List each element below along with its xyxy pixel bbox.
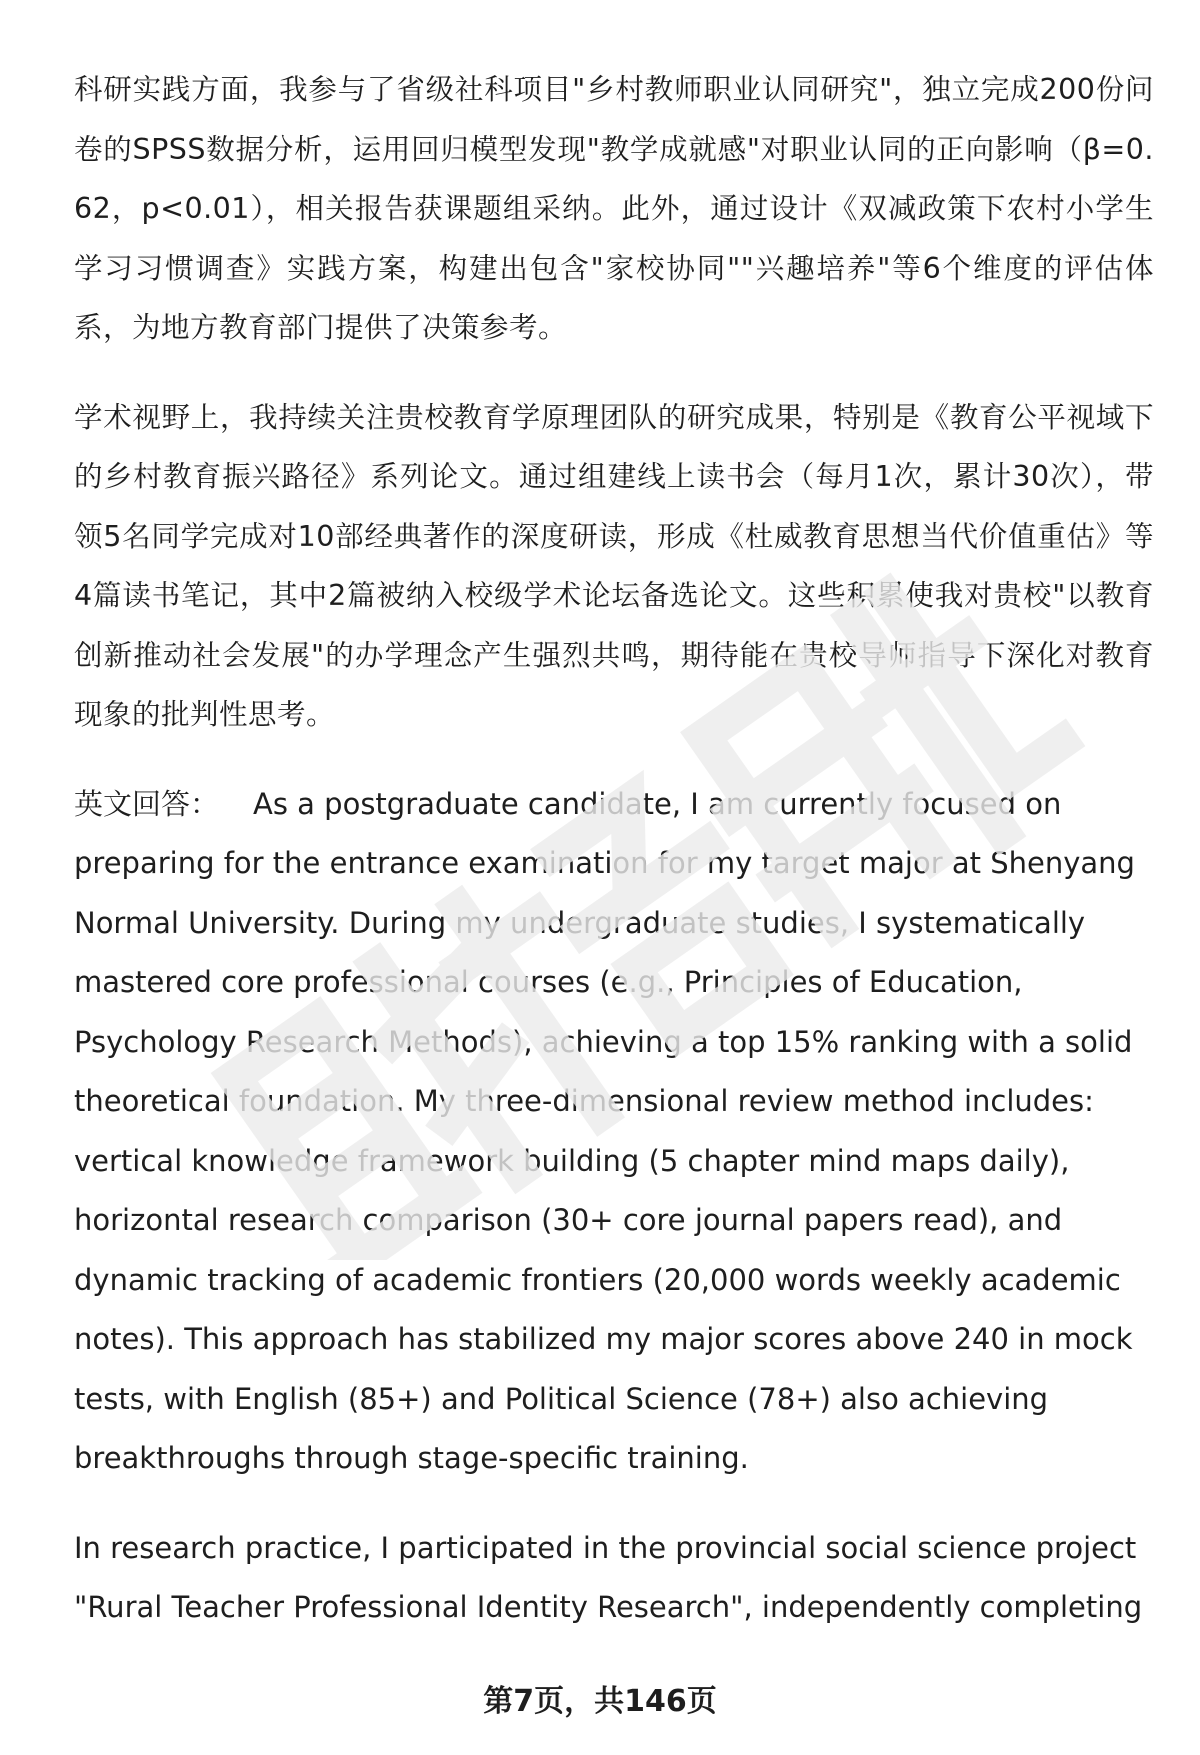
english-answer-text: As a postgraduate candidate, I am currently focused on preparing for the entrance examination for my target major at Shenyang Normal University. During my undergraduate studies, I systematically mastered core professional courses (e.g., Principles of Education, Psychology Research Methods), achieving a top 15% ranking with a solid theoretical foundation. My three-dimensional review method includes: vertical knowledge framework building (5 chapter mind maps daily), horizontal research comparison (30+ core journal papers read), and dynamic tracking of academic frontiers (20,000 words weekly academic notes). This approach has stabilized my major scores above 240 in mock tests, with English (85+) and Political Science (78+) also achieving breakthroughs through stage-specific training. [74, 786, 1135, 1475]
paragraph-research-practice: 科研实践方面，我参与了省级社科项目"乡村教师职业认同研究"，独立完成200份问卷的SPSS数据分析，运用回归模型发现"教学成就感"对职业认同的正向影响（β=0.62，p<0.01），相关报告获课题组采纳。此外，通过设计《双减政策下农村小学生学习习惯调查》实践方案，构建出包含"家校协同""兴趣培养"等6个维度的评估体系，为地方教育部门提供了决策参考。 [74, 73, 1154, 344]
page-number-footer: 第7页，共146页 [483, 1684, 717, 1719]
paragraph-english-answer [74, 775, 1154, 1489]
document-body [74, 60, 1154, 1638]
paragraph-academic-vision: 学术视野上，我持续关注贵校教育学原理团队的研究成果，特别是《教育公平视域下的乡村教育振兴路径》系列论文。通过组建线上读书会（每月1次，累计30次），带领5名同学完成对10部经典著作的深度研读，形成《杜威教育思想当代价值重估》等4篇读书笔记，其中2篇被纳入校级学术论坛备选论文。这些积累使我对贵校"以教育创新推动社会发展"的办学理念产生强烈共鸣，期待能在贵校导师指导下深化对教育现象的批判性思考。 [74, 400, 1154, 731]
english-answer-label: 英文回答： [74, 786, 220, 821]
paragraph-english-research: In research practice, I participated in the provincial social science project "Rural Teacher Professional Identity Research", independently completing [74, 1530, 1143, 1624]
